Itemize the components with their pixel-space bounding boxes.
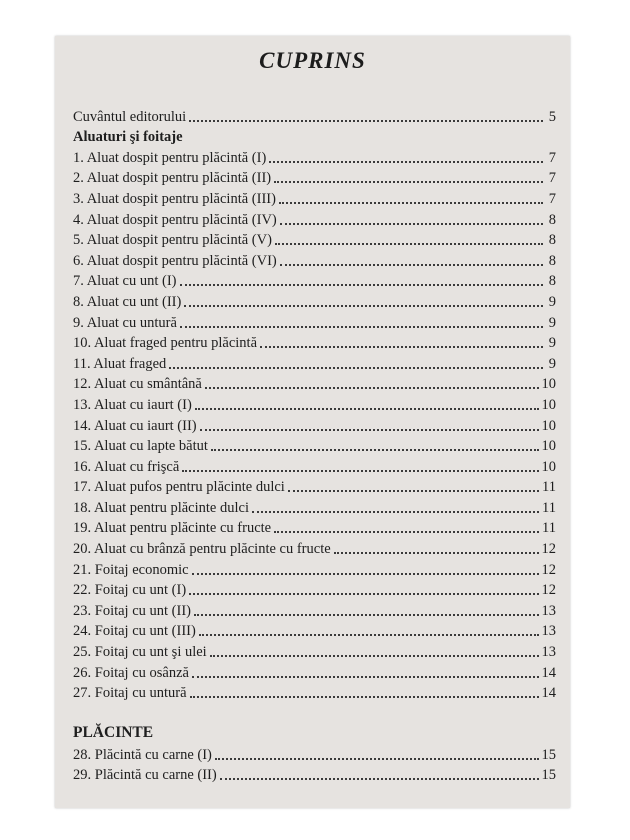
toc-entry-label: 7. Aluat cu unt (I) bbox=[73, 273, 177, 290]
dot-leader bbox=[194, 614, 539, 616]
dot-leader bbox=[184, 305, 543, 307]
toc-entry-page: 10 bbox=[541, 458, 556, 475]
toc-entry-page: 8 bbox=[548, 232, 556, 249]
toc-entry-page: 10 bbox=[541, 376, 556, 393]
toc-entry bbox=[73, 188, 556, 209]
toc-entry bbox=[73, 291, 556, 312]
toc-entry-page: 14 bbox=[541, 685, 556, 702]
toc-entry-page: 9 bbox=[548, 314, 556, 331]
dot-leader bbox=[169, 367, 543, 369]
book-page bbox=[55, 36, 570, 808]
toc-entry-label: 8. Aluat cu unt (II) bbox=[73, 293, 182, 310]
toc-entry-page: 10 bbox=[541, 438, 556, 455]
dot-leader bbox=[215, 758, 539, 760]
toc-entry-label: 12. Aluat cu smântână bbox=[73, 376, 202, 393]
toc-entry-page: 13 bbox=[541, 644, 556, 661]
toc-entry-page: 7 bbox=[548, 149, 556, 166]
dot-leader bbox=[200, 429, 539, 431]
toc-entry-label: 9. Aluat cu untură bbox=[73, 314, 177, 331]
section-spacer bbox=[73, 703, 556, 722]
toc-entry-page: 8 bbox=[548, 273, 556, 290]
toc-entry bbox=[73, 230, 556, 251]
toc-entry-label: 11. Aluat fraged bbox=[73, 355, 167, 372]
dot-leader bbox=[220, 778, 539, 780]
toc-entry bbox=[73, 518, 556, 539]
toc-entry bbox=[73, 456, 556, 477]
toc-entry-label: 5. Aluat dospit pentru plăcintă (V) bbox=[73, 232, 272, 249]
toc-entry bbox=[73, 353, 556, 374]
toc-entry bbox=[73, 209, 556, 230]
toc-entry bbox=[73, 662, 556, 683]
toc-entry-label: 23. Foitaj cu unt (II) bbox=[73, 602, 191, 619]
toc-entry-label: 19. Aluat pentru plăcinte cu fructe bbox=[73, 520, 272, 537]
toc-entry-intro bbox=[73, 106, 556, 127]
toc-entry-label: 10. Aluat fraged pentru plăcintă bbox=[73, 335, 258, 352]
toc-entry-label: 13. Aluat cu iaurt (I) bbox=[73, 396, 192, 413]
toc-entry-label: 16. Aluat cu frişcă bbox=[73, 458, 180, 475]
dot-leader bbox=[180, 326, 543, 328]
toc-entry bbox=[73, 765, 556, 786]
dot-leader bbox=[210, 655, 539, 657]
toc-entry-page: 7 bbox=[548, 170, 556, 187]
dot-leader bbox=[334, 552, 539, 554]
toc-entry-page: 11 bbox=[542, 499, 556, 516]
page-title: CUPRINS bbox=[259, 48, 366, 73]
toc-entry bbox=[73, 415, 556, 436]
dot-leader bbox=[199, 634, 539, 636]
dot-leader bbox=[192, 676, 539, 678]
toc-entry bbox=[73, 497, 556, 518]
toc-list-placinte bbox=[73, 744, 556, 785]
dot-leader bbox=[180, 284, 544, 286]
dot-leader bbox=[280, 264, 543, 266]
toc-entry bbox=[73, 744, 556, 765]
dot-leader bbox=[192, 573, 539, 575]
toc-entry bbox=[73, 538, 556, 559]
toc-entry bbox=[73, 641, 556, 662]
dot-leader bbox=[274, 181, 543, 183]
toc-entry bbox=[73, 394, 556, 415]
dot-leader bbox=[252, 511, 539, 513]
toc-entry bbox=[73, 683, 556, 704]
dot-leader bbox=[195, 408, 539, 410]
dot-leader bbox=[190, 696, 539, 698]
toc-entry-page: 5 bbox=[548, 108, 556, 125]
toc-entry-page: 15 bbox=[541, 767, 556, 784]
toc-entry-page: 12 bbox=[541, 561, 556, 578]
toc-entry-label: 20. Aluat cu brânză pentru plăcinte cu fructe bbox=[73, 541, 331, 558]
toc-list-aluaturi bbox=[73, 147, 556, 703]
dot-leader bbox=[205, 387, 539, 389]
toc-entry bbox=[73, 600, 556, 621]
toc-entry bbox=[73, 436, 556, 457]
toc-entry-page: 7 bbox=[548, 190, 556, 207]
toc-entry bbox=[73, 271, 556, 292]
toc-entry-label: 24. Foitaj cu unt (III) bbox=[73, 623, 196, 640]
toc-entry-page: 8 bbox=[548, 252, 556, 269]
toc-entry-label: 1. Aluat dospit pentru plăcintă (I) bbox=[73, 149, 267, 166]
dot-leader bbox=[288, 490, 539, 492]
toc-entry bbox=[73, 374, 556, 395]
toc-entry bbox=[73, 168, 556, 189]
toc-entry-label: 15. Aluat cu lapte bătut bbox=[73, 438, 208, 455]
dot-leader bbox=[269, 161, 543, 163]
toc-entry-label: 29. Plăcintă cu carne (II) bbox=[73, 767, 217, 784]
dot-leader bbox=[274, 531, 539, 533]
toc-entry-label: 28. Plăcintă cu carne (I) bbox=[73, 746, 212, 763]
toc-entry-label: 26. Foitaj cu osânză bbox=[73, 664, 189, 681]
toc-entry-page: 9 bbox=[548, 335, 556, 352]
toc-entry-page: 13 bbox=[541, 623, 556, 640]
toc-entry-label: 22. Foitaj cu unt (I) bbox=[73, 582, 187, 599]
toc-entry-label: 27. Foitaj cu untură bbox=[73, 685, 187, 702]
toc-entry bbox=[73, 250, 556, 271]
toc-entry-page: 12 bbox=[541, 582, 556, 599]
toc-entry-page: 8 bbox=[548, 211, 556, 228]
toc-entry-label: 2. Aluat dospit pentru plăcintă (II) bbox=[73, 170, 272, 187]
dot-leader bbox=[280, 223, 543, 225]
dot-leader bbox=[275, 243, 543, 245]
toc-entry bbox=[73, 477, 556, 498]
toc-entry-page: 10 bbox=[541, 396, 556, 413]
toc-entry-label: 21. Foitaj economic bbox=[73, 561, 189, 578]
toc-entry-page: 12 bbox=[541, 541, 556, 558]
toc-entry-label: 4. Aluat dospit pentru plăcintă (IV) bbox=[73, 211, 277, 228]
dot-leader bbox=[279, 202, 543, 204]
toc-entry-label: 14. Aluat cu iaurt (II) bbox=[73, 417, 197, 434]
toc-entry-label: 25. Foitaj cu unt şi ulei bbox=[73, 644, 207, 661]
toc-entry bbox=[73, 333, 556, 354]
section-heading-aluaturi: Aluaturi şi foitaje bbox=[73, 128, 183, 145]
toc-entry-label: 6. Aluat dospit pentru plăcintă (VI) bbox=[73, 252, 277, 269]
toc-entry-label: Cuvântul editorului bbox=[73, 108, 187, 125]
toc-entry-page: 10 bbox=[541, 417, 556, 434]
toc-entry-label: 3. Aluat dospit pentru plăcintă (III) bbox=[73, 190, 276, 207]
dot-leader bbox=[211, 449, 539, 451]
table-of-contents bbox=[73, 106, 556, 785]
dot-leader bbox=[189, 593, 538, 595]
toc-entry-label: 17. Aluat pufos pentru plăcinte dulci bbox=[73, 479, 285, 496]
toc-entry-page: 9 bbox=[548, 355, 556, 372]
toc-entry-page: 11 bbox=[542, 520, 556, 537]
toc-entry bbox=[73, 580, 556, 601]
dot-leader bbox=[189, 120, 543, 122]
toc-entry bbox=[73, 621, 556, 642]
toc-entry-page: 13 bbox=[541, 602, 556, 619]
toc-entry-page: 14 bbox=[541, 664, 556, 681]
toc-entry bbox=[73, 559, 556, 580]
section-heading-placinte: PLĂCINTE bbox=[73, 724, 154, 742]
dot-leader bbox=[260, 346, 543, 348]
toc-entry-label: 18. Aluat pentru plăcinte dulci bbox=[73, 499, 249, 516]
toc-entry-page: 9 bbox=[548, 293, 556, 310]
toc-entry-page: 15 bbox=[541, 746, 556, 763]
dot-leader bbox=[182, 470, 538, 472]
toc-entry bbox=[73, 147, 556, 168]
toc-entry bbox=[73, 312, 556, 333]
toc-entry-page: 11 bbox=[542, 479, 556, 496]
